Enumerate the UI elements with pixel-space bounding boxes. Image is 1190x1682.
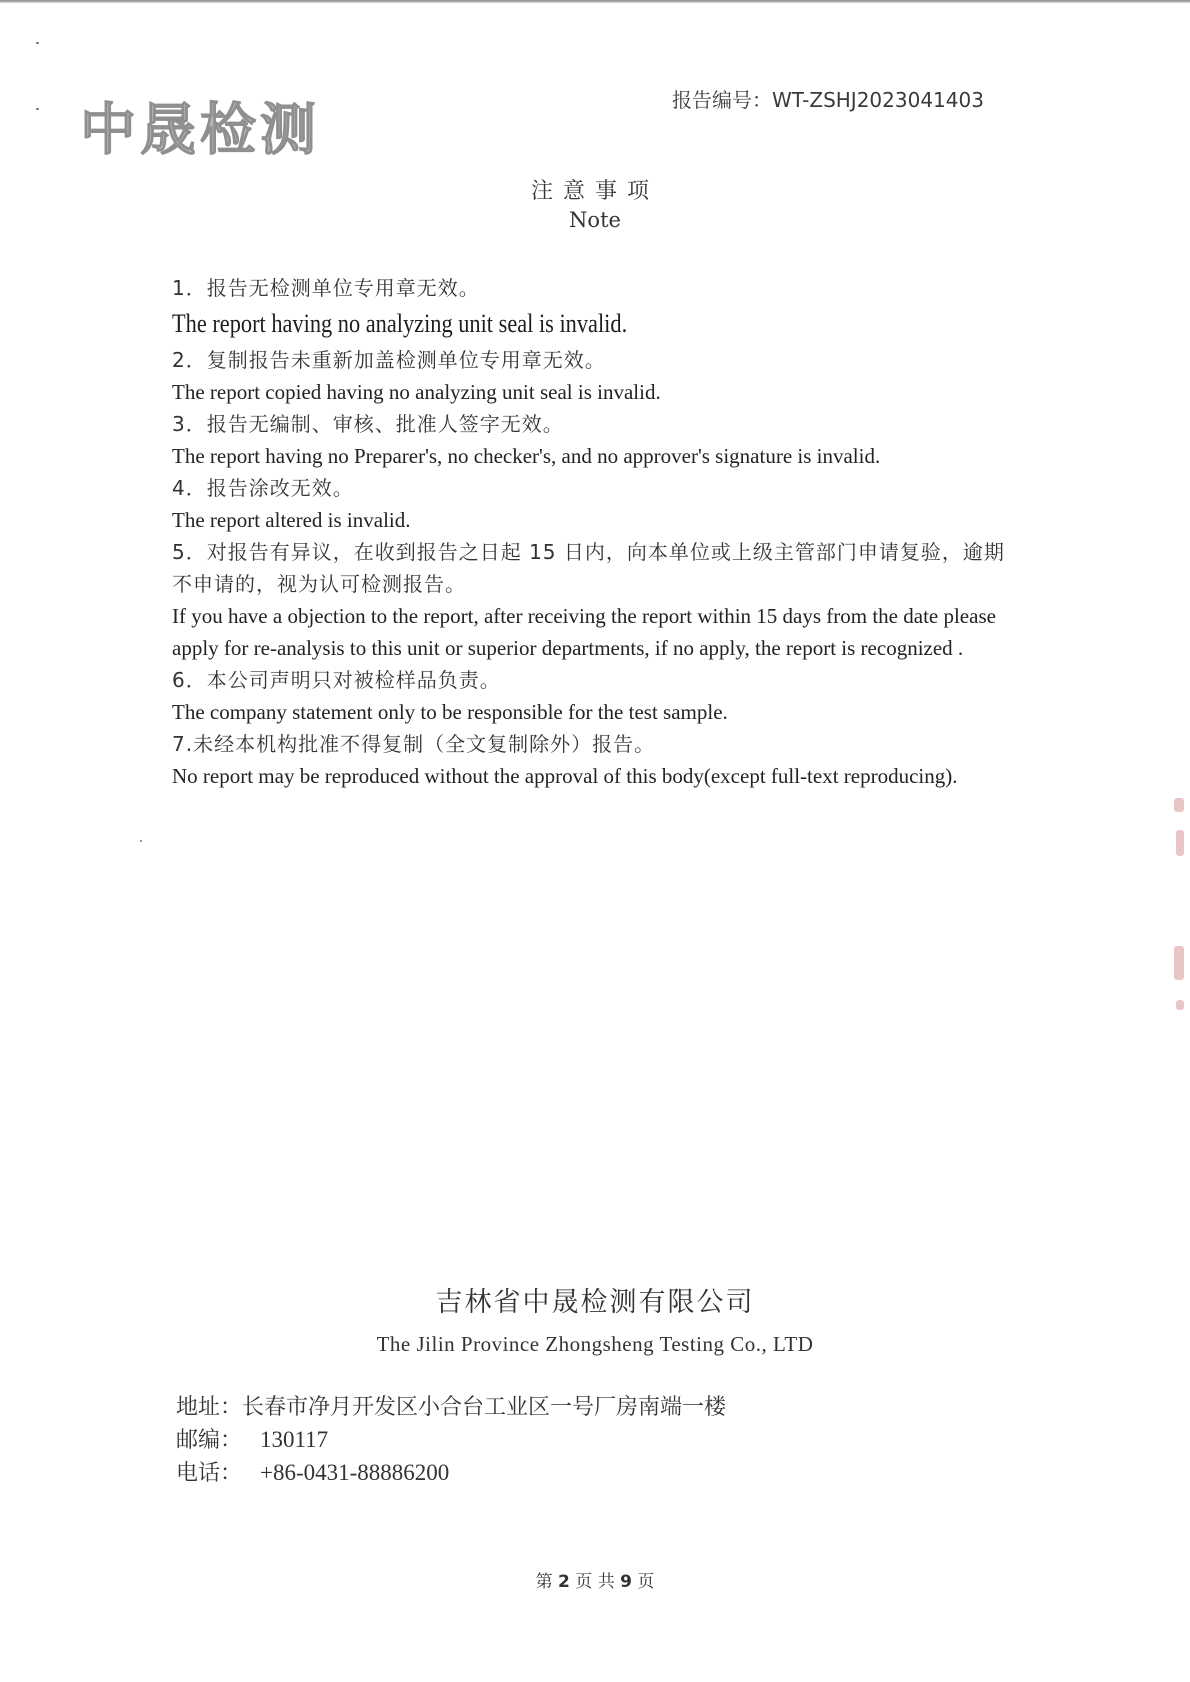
notice-title-zh: 注意事项 xyxy=(530,179,659,204)
notice-title-en: Note xyxy=(569,208,621,232)
contact-block xyxy=(176,1392,726,1490)
note-5-zh: 5．对报告有异议，在收到报告之日起 15 日内，向本单位或上级主管部门申请复验，逾期不申请的，视为认可检测报告。 xyxy=(172,540,1005,596)
scan-speck xyxy=(140,840,142,842)
note-3-en: The report having no Preparer's, no checker's, and no approver's signature is invalid. xyxy=(172,444,881,468)
seal-edge-mark xyxy=(1176,830,1184,856)
page-middle: 页 共 xyxy=(575,1572,615,1592)
note-1-zh: 1．报告无检测单位专用章无效。 xyxy=(172,276,480,300)
page-number xyxy=(0,1567,1190,1592)
company-name-zh: 吉林省中晟检测有限公司 xyxy=(435,1287,755,1318)
address-label: 地址： xyxy=(176,1395,243,1420)
scan-speck xyxy=(36,42,39,44)
scan-speck xyxy=(36,108,39,110)
note-2-zh: 2．复制报告未重新加盖检测单位专用章无效。 xyxy=(172,348,606,372)
note-6-en: The company statement only to be responsible for the test sample. xyxy=(172,700,728,724)
address-row xyxy=(176,1392,726,1424)
company-name-en: The Jilin Province Zhongsheng Testing Co., LTD xyxy=(376,1332,814,1356)
scan-top-edge xyxy=(0,0,1190,3)
company-logo: 中晟检测 xyxy=(80,98,320,163)
seal-edge-mark xyxy=(1174,946,1184,980)
address-value: 长春市净月开发区小合台工业区一号厂房南端一楼 xyxy=(242,1395,727,1420)
note-1-en: The report having no analyzing unit seal is invalid. xyxy=(172,309,628,338)
postcode-value: 130117 xyxy=(260,1427,329,1452)
page-current: 2 xyxy=(558,1572,570,1592)
seal-edge-mark xyxy=(1174,798,1184,812)
note-3-zh: 3．报告无编制、审核、批准人签字无效。 xyxy=(172,412,564,436)
note-7-en: No report may be reproduced without the approval of this body(except full-text reproducing). xyxy=(172,764,958,788)
page-prefix: 第 xyxy=(535,1572,553,1592)
note-2-en: The report copied having no analyzing unit seal is invalid. xyxy=(172,380,661,404)
note-4-en: The report altered is invalid. xyxy=(172,508,411,532)
notice-list xyxy=(172,272,1012,792)
note-7-zh: 7.未经本机构批准不得复制（全文复制除外）报告。 xyxy=(172,732,656,756)
report-number xyxy=(672,84,984,113)
note-6-zh: 6．本公司声明只对被检样品负责。 xyxy=(172,668,501,692)
note-4-zh: 4．报告涂改无效。 xyxy=(172,476,354,500)
postcode-label: 邮编： xyxy=(176,1428,243,1453)
page-total: 9 xyxy=(620,1572,632,1592)
report-number-label: 报告编号： xyxy=(672,88,772,112)
report-number-value: WT-ZSHJ2023041403 xyxy=(772,88,984,112)
page-suffix: 页 xyxy=(637,1572,655,1592)
phone-row xyxy=(176,1457,726,1490)
note-5-en: If you have a objection to the report, after receiving the report within 15 days from the date please apply for re-analysis to this unit or superior departments, if no apply, the report is recognized . xyxy=(172,604,996,660)
phone-value: +86-0431-88886200 xyxy=(260,1460,450,1485)
phone-label: 电话： xyxy=(176,1461,243,1486)
seal-edge-mark xyxy=(1176,1000,1184,1010)
postcode-row xyxy=(176,1424,726,1457)
